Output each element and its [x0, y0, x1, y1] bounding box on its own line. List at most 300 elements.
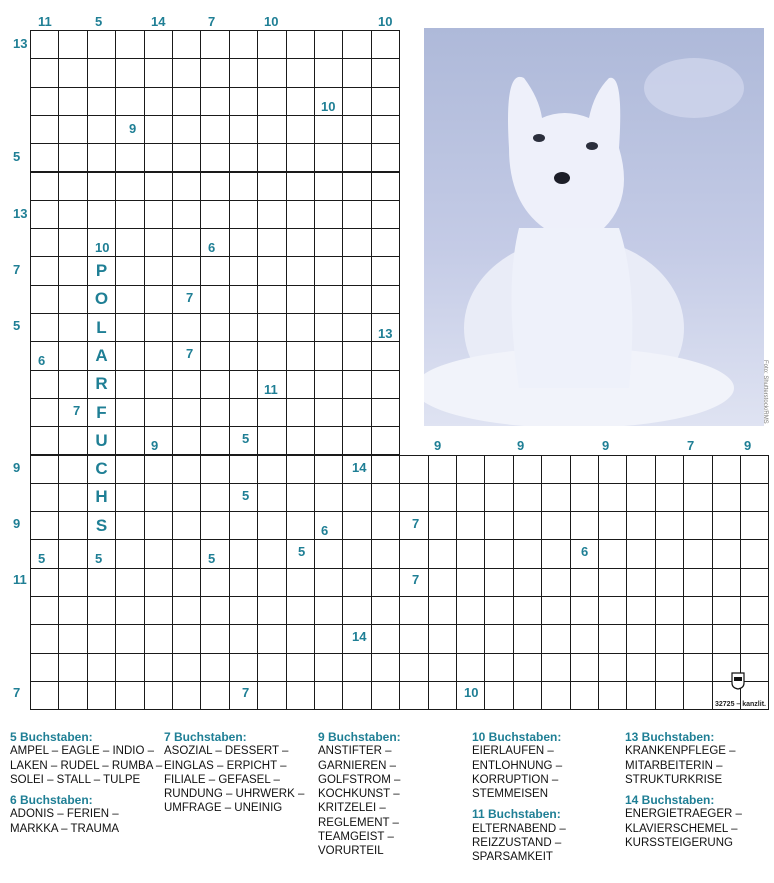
grid-cell[interactable] — [172, 200, 201, 229]
solution-letter-cell[interactable]: A — [87, 341, 116, 370]
grid-cell[interactable] — [144, 568, 173, 597]
grid-cell[interactable] — [200, 143, 229, 172]
grid-cell[interactable] — [484, 568, 513, 597]
grid-cell[interactable] — [371, 87, 400, 116]
solution-letter-cell[interactable]: F — [87, 398, 116, 427]
grid-cell[interactable] — [87, 143, 116, 172]
grid-cell[interactable] — [229, 455, 258, 484]
grid-cell[interactable] — [144, 115, 173, 144]
grid-cell[interactable] — [712, 624, 741, 653]
grid-cell[interactable] — [58, 539, 87, 568]
grid-cell[interactable] — [399, 681, 428, 710]
grid-cell[interactable] — [655, 681, 684, 710]
grid-cell[interactable] — [200, 596, 229, 625]
grid-cell[interactable] — [200, 681, 229, 710]
solution-letter-cell[interactable]: C — [87, 455, 116, 484]
grid-cell[interactable] — [144, 285, 173, 314]
grid-cell[interactable] — [58, 681, 87, 710]
grid-cell[interactable] — [229, 370, 258, 399]
grid-cell[interactable] — [342, 511, 371, 540]
grid-cell[interactable] — [683, 511, 712, 540]
grid-cell[interactable] — [58, 256, 87, 285]
grid-cell[interactable] — [115, 398, 144, 427]
grid-cell[interactable] — [286, 370, 315, 399]
grid-cell[interactable] — [87, 200, 116, 229]
grid-cell[interactable] — [428, 653, 457, 682]
grid-cell[interactable] — [229, 285, 258, 314]
grid-cell[interactable] — [257, 568, 286, 597]
grid-cell[interactable] — [286, 341, 315, 370]
grid-cell[interactable] — [314, 426, 343, 455]
grid-cell[interactable] — [144, 539, 173, 568]
grid-cell[interactable] — [712, 455, 741, 484]
grid-cell[interactable] — [30, 596, 59, 625]
grid-cell[interactable] — [541, 653, 570, 682]
grid-cell[interactable] — [144, 624, 173, 653]
grid-cell[interactable] — [286, 87, 315, 116]
grid-cell[interactable] — [484, 483, 513, 512]
grid-cell[interactable] — [200, 313, 229, 342]
grid-cell[interactable] — [87, 596, 116, 625]
grid-cell[interactable] — [172, 426, 201, 455]
grid-cell[interactable] — [626, 653, 655, 682]
grid-cell[interactable] — [172, 398, 201, 427]
grid-cell[interactable] — [342, 143, 371, 172]
grid-cell[interactable] — [712, 483, 741, 512]
grid-cell[interactable] — [172, 455, 201, 484]
grid-cell[interactable] — [626, 539, 655, 568]
grid-cell[interactable] — [172, 87, 201, 116]
grid-cell[interactable] — [286, 624, 315, 653]
grid-cell[interactable] — [58, 455, 87, 484]
grid-cell[interactable] — [200, 370, 229, 399]
grid-cell[interactable] — [58, 313, 87, 342]
grid-cell[interactable] — [314, 172, 343, 201]
grid-cell[interactable] — [115, 455, 144, 484]
grid-cell[interactable] — [314, 483, 343, 512]
grid-cell[interactable] — [115, 341, 144, 370]
grid-cell[interactable] — [541, 511, 570, 540]
solution-letter-cell[interactable]: H — [87, 483, 116, 512]
grid-cell[interactable] — [399, 624, 428, 653]
grid-cell[interactable] — [257, 596, 286, 625]
grid-cell[interactable] — [314, 30, 343, 59]
grid-cell[interactable] — [371, 115, 400, 144]
grid-cell[interactable] — [115, 285, 144, 314]
grid-cell[interactable] — [342, 568, 371, 597]
grid-cell[interactable] — [115, 370, 144, 399]
grid-cell[interactable] — [428, 681, 457, 710]
grid-cell[interactable] — [286, 455, 315, 484]
grid-cell[interactable] — [229, 30, 258, 59]
grid-cell[interactable] — [58, 30, 87, 59]
grid-cell[interactable] — [371, 143, 400, 172]
grid-cell[interactable] — [371, 398, 400, 427]
grid-cell[interactable] — [286, 285, 315, 314]
grid-cell[interactable] — [513, 455, 542, 484]
grid-cell[interactable] — [30, 370, 59, 399]
grid-cell[interactable] — [513, 511, 542, 540]
grid-cell[interactable] — [229, 115, 258, 144]
grid-cell[interactable] — [456, 653, 485, 682]
grid-cell[interactable] — [371, 483, 400, 512]
grid-cell[interactable] — [172, 539, 201, 568]
grid-cell[interactable] — [87, 115, 116, 144]
grid-cell[interactable] — [314, 115, 343, 144]
grid-cell[interactable] — [598, 511, 627, 540]
grid-cell[interactable] — [257, 285, 286, 314]
grid-cell[interactable] — [570, 681, 599, 710]
grid-cell[interactable] — [286, 596, 315, 625]
grid-cell[interactable] — [172, 256, 201, 285]
grid-cell[interactable] — [570, 511, 599, 540]
solution-letter-cell[interactable]: U — [87, 426, 116, 455]
grid-cell[interactable] — [87, 172, 116, 201]
grid-cell[interactable] — [342, 313, 371, 342]
grid-cell[interactable] — [513, 681, 542, 710]
grid-cell[interactable] — [655, 511, 684, 540]
grid-cell[interactable] — [314, 341, 343, 370]
solution-letter-cell[interactable]: L — [87, 313, 116, 342]
grid-cell[interactable] — [342, 228, 371, 257]
grid-cell[interactable] — [30, 87, 59, 116]
grid-cell[interactable] — [740, 539, 769, 568]
grid-cell[interactable] — [286, 313, 315, 342]
grid-cell[interactable] — [257, 58, 286, 87]
grid-cell[interactable] — [399, 455, 428, 484]
grid-cell[interactable] — [484, 539, 513, 568]
solution-letter-cell[interactable]: O — [87, 285, 116, 314]
grid-cell[interactable] — [30, 511, 59, 540]
grid-cell[interactable] — [200, 256, 229, 285]
grid-cell[interactable] — [342, 398, 371, 427]
grid-cell[interactable] — [626, 568, 655, 597]
grid-cell[interactable] — [598, 653, 627, 682]
grid-cell[interactable] — [200, 341, 229, 370]
grid-cell[interactable] — [144, 398, 173, 427]
grid-cell[interactable] — [229, 256, 258, 285]
grid-cell[interactable] — [286, 568, 315, 597]
grid-cell[interactable] — [541, 596, 570, 625]
grid-cell[interactable] — [598, 483, 627, 512]
grid-cell[interactable] — [456, 568, 485, 597]
grid-cell[interactable] — [30, 228, 59, 257]
grid-cell[interactable] — [683, 624, 712, 653]
grid-cell[interactable] — [144, 511, 173, 540]
grid-cell[interactable] — [30, 568, 59, 597]
grid-cell[interactable] — [58, 483, 87, 512]
grid-cell[interactable] — [456, 455, 485, 484]
grid-cell[interactable] — [30, 426, 59, 455]
grid-cell[interactable] — [598, 568, 627, 597]
grid-cell[interactable] — [200, 172, 229, 201]
grid-cell[interactable] — [598, 681, 627, 710]
grid-cell[interactable] — [286, 653, 315, 682]
grid-cell[interactable] — [428, 624, 457, 653]
grid-cell[interactable] — [144, 455, 173, 484]
grid-cell[interactable] — [115, 511, 144, 540]
grid-cell[interactable] — [30, 398, 59, 427]
grid-cell[interactable] — [115, 143, 144, 172]
grid-cell[interactable] — [200, 58, 229, 87]
grid-cell[interactable] — [58, 511, 87, 540]
grid-cell[interactable] — [172, 172, 201, 201]
grid-cell[interactable] — [257, 143, 286, 172]
grid-cell[interactable] — [342, 285, 371, 314]
grid-cell[interactable] — [257, 398, 286, 427]
grid-cell[interactable] — [144, 653, 173, 682]
grid-cell[interactable] — [541, 624, 570, 653]
solution-letter-cell[interactable]: R — [87, 370, 116, 399]
grid-cell[interactable] — [314, 653, 343, 682]
grid-cell[interactable] — [172, 30, 201, 59]
grid-cell[interactable] — [342, 200, 371, 229]
grid-cell[interactable] — [257, 511, 286, 540]
grid-cell[interactable] — [172, 511, 201, 540]
grid-cell[interactable] — [229, 143, 258, 172]
grid-cell[interactable] — [399, 596, 428, 625]
grid-cell[interactable] — [456, 624, 485, 653]
grid-cell[interactable] — [58, 200, 87, 229]
grid-cell[interactable] — [58, 58, 87, 87]
grid-cell[interactable] — [314, 398, 343, 427]
grid-cell[interactable] — [115, 539, 144, 568]
grid-cell[interactable] — [115, 30, 144, 59]
grid-cell[interactable] — [342, 370, 371, 399]
grid-cell[interactable] — [428, 539, 457, 568]
grid-cell[interactable] — [87, 568, 116, 597]
grid-cell[interactable] — [428, 483, 457, 512]
grid-cell[interactable] — [30, 483, 59, 512]
grid-cell[interactable] — [598, 624, 627, 653]
grid-cell[interactable] — [342, 30, 371, 59]
grid-cell[interactable] — [30, 256, 59, 285]
grid-cell[interactable] — [286, 58, 315, 87]
grid-cell[interactable] — [513, 568, 542, 597]
grid-cell[interactable] — [513, 653, 542, 682]
grid-cell[interactable] — [683, 653, 712, 682]
grid-cell[interactable] — [371, 455, 400, 484]
grid-cell[interactable] — [30, 624, 59, 653]
grid-cell[interactable] — [257, 624, 286, 653]
grid-cell[interactable] — [626, 596, 655, 625]
grid-cell[interactable] — [371, 596, 400, 625]
solution-letter-cell[interactable]: P — [87, 256, 116, 285]
grid-cell[interactable] — [229, 87, 258, 116]
grid-cell[interactable] — [115, 58, 144, 87]
grid-cell[interactable] — [144, 596, 173, 625]
grid-cell[interactable] — [144, 483, 173, 512]
grid-cell[interactable] — [399, 539, 428, 568]
grid-cell[interactable] — [144, 30, 173, 59]
grid-cell[interactable] — [570, 653, 599, 682]
grid-cell[interactable] — [58, 87, 87, 116]
grid-cell[interactable] — [371, 511, 400, 540]
grid-cell[interactable] — [257, 539, 286, 568]
grid-cell[interactable] — [541, 539, 570, 568]
grid-cell[interactable] — [58, 370, 87, 399]
grid-cell[interactable] — [200, 455, 229, 484]
grid-cell[interactable] — [30, 681, 59, 710]
grid-cell[interactable] — [428, 596, 457, 625]
grid-cell[interactable] — [172, 143, 201, 172]
grid-cell[interactable] — [314, 58, 343, 87]
grid-cell[interactable] — [115, 483, 144, 512]
grid-cell[interactable] — [257, 30, 286, 59]
grid-cell[interactable] — [484, 681, 513, 710]
grid-cell[interactable] — [655, 624, 684, 653]
grid-cell[interactable] — [30, 172, 59, 201]
grid-cell[interactable] — [115, 313, 144, 342]
grid-cell[interactable] — [541, 568, 570, 597]
grid-cell[interactable] — [342, 256, 371, 285]
grid-cell[interactable] — [314, 143, 343, 172]
grid-cell[interactable] — [115, 653, 144, 682]
grid-cell[interactable] — [342, 653, 371, 682]
grid-cell[interactable] — [144, 58, 173, 87]
grid-cell[interactable] — [626, 511, 655, 540]
grid-cell[interactable] — [314, 285, 343, 314]
grid-cell[interactable] — [683, 483, 712, 512]
grid-cell[interactable] — [371, 30, 400, 59]
grid-cell[interactable] — [87, 653, 116, 682]
grid-cell[interactable] — [286, 426, 315, 455]
grid-cell[interactable] — [58, 172, 87, 201]
grid-cell[interactable] — [541, 483, 570, 512]
grid-cell[interactable] — [541, 455, 570, 484]
grid-cell[interactable] — [257, 313, 286, 342]
grid-cell[interactable] — [428, 455, 457, 484]
grid-cell[interactable] — [115, 228, 144, 257]
grid-cell[interactable] — [655, 539, 684, 568]
grid-cell[interactable] — [30, 115, 59, 144]
grid-cell[interactable] — [286, 681, 315, 710]
grid-cell[interactable] — [58, 624, 87, 653]
grid-cell[interactable] — [371, 228, 400, 257]
grid-cell[interactable] — [257, 455, 286, 484]
grid-cell[interactable] — [683, 681, 712, 710]
grid-cell[interactable] — [626, 681, 655, 710]
grid-cell[interactable] — [342, 539, 371, 568]
grid-cell[interactable] — [371, 568, 400, 597]
grid-cell[interactable] — [314, 370, 343, 399]
grid-cell[interactable] — [58, 115, 87, 144]
grid-cell[interactable] — [229, 539, 258, 568]
grid-cell[interactable] — [286, 143, 315, 172]
grid-cell[interactable] — [740, 483, 769, 512]
grid-cell[interactable] — [570, 596, 599, 625]
grid-cell[interactable] — [257, 200, 286, 229]
grid-cell[interactable] — [570, 624, 599, 653]
grid-cell[interactable] — [58, 285, 87, 314]
grid-cell[interactable] — [314, 681, 343, 710]
grid-cell[interactable] — [456, 539, 485, 568]
grid-cell[interactable] — [286, 228, 315, 257]
grid-cell[interactable] — [172, 624, 201, 653]
grid-cell[interactable] — [200, 115, 229, 144]
grid-cell[interactable] — [314, 624, 343, 653]
grid-cell[interactable] — [30, 143, 59, 172]
grid-cell[interactable] — [115, 87, 144, 116]
grid-cell[interactable] — [58, 568, 87, 597]
grid-cell[interactable] — [172, 596, 201, 625]
grid-cell[interactable] — [172, 370, 201, 399]
grid-cell[interactable] — [30, 653, 59, 682]
grid-cell[interactable] — [314, 539, 343, 568]
grid-cell[interactable] — [229, 341, 258, 370]
grid-cell[interactable] — [87, 624, 116, 653]
grid-cell[interactable] — [484, 511, 513, 540]
grid-cell[interactable] — [541, 681, 570, 710]
grid-cell[interactable] — [342, 58, 371, 87]
grid-cell[interactable] — [314, 228, 343, 257]
grid-cell[interactable] — [513, 596, 542, 625]
grid-cell[interactable] — [598, 539, 627, 568]
grid-cell[interactable] — [115, 256, 144, 285]
grid-cell[interactable] — [144, 200, 173, 229]
grid-cell[interactable] — [286, 172, 315, 201]
grid-cell[interactable] — [115, 596, 144, 625]
grid-cell[interactable] — [257, 681, 286, 710]
grid-cell[interactable] — [229, 228, 258, 257]
grid-cell[interactable] — [144, 87, 173, 116]
grid-cell[interactable] — [456, 511, 485, 540]
grid-cell[interactable] — [314, 256, 343, 285]
grid-cell[interactable] — [200, 426, 229, 455]
grid-cell[interactable] — [144, 681, 173, 710]
grid-cell[interactable] — [655, 653, 684, 682]
grid-cell[interactable] — [172, 313, 201, 342]
grid-cell[interactable] — [342, 426, 371, 455]
grid-cell[interactable] — [626, 483, 655, 512]
grid-cell[interactable] — [371, 653, 400, 682]
grid-cell[interactable] — [229, 398, 258, 427]
grid-cell[interactable] — [371, 624, 400, 653]
grid-cell[interactable] — [115, 568, 144, 597]
grid-cell[interactable] — [257, 426, 286, 455]
grid-cell[interactable] — [87, 681, 116, 710]
grid-cell[interactable] — [513, 483, 542, 512]
grid-cell[interactable] — [712, 511, 741, 540]
grid-cell[interactable] — [30, 200, 59, 229]
grid-cell[interactable] — [286, 511, 315, 540]
grid-cell[interactable] — [286, 483, 315, 512]
grid-cell[interactable] — [286, 200, 315, 229]
grid-cell[interactable] — [626, 455, 655, 484]
grid-cell[interactable] — [314, 596, 343, 625]
grid-cell[interactable] — [570, 455, 599, 484]
grid-cell[interactable] — [229, 58, 258, 87]
grid-cell[interactable] — [570, 568, 599, 597]
grid-cell[interactable] — [257, 172, 286, 201]
grid-cell[interactable] — [513, 539, 542, 568]
grid-cell[interactable] — [172, 228, 201, 257]
grid-cell[interactable] — [172, 568, 201, 597]
grid-cell[interactable] — [257, 115, 286, 144]
grid-cell[interactable] — [144, 256, 173, 285]
grid-cell[interactable] — [342, 681, 371, 710]
grid-cell[interactable] — [58, 341, 87, 370]
grid-cell[interactable] — [30, 285, 59, 314]
grid-cell[interactable] — [484, 653, 513, 682]
grid-cell[interactable] — [314, 455, 343, 484]
grid-cell[interactable] — [144, 143, 173, 172]
grid-cell[interactable] — [342, 483, 371, 512]
grid-cell[interactable] — [399, 483, 428, 512]
grid-cell[interactable] — [115, 681, 144, 710]
grid-cell[interactable] — [115, 624, 144, 653]
grid-cell[interactable] — [371, 200, 400, 229]
